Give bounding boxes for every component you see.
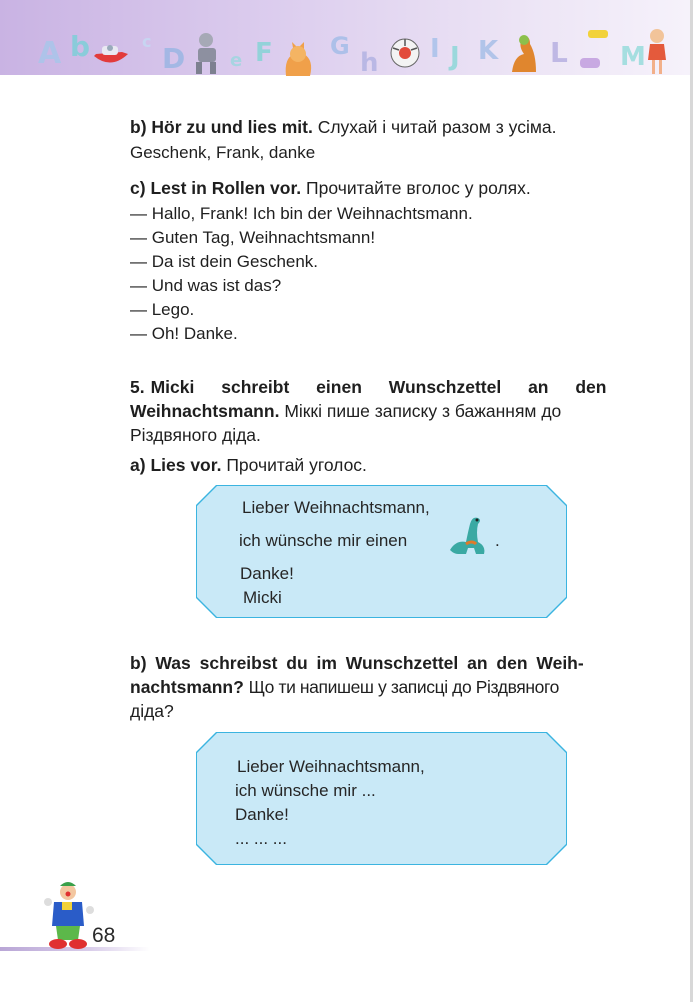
letter-k: K bbox=[478, 36, 499, 66]
exercise-5a-instruction bbox=[130, 453, 636, 477]
note-greeting: Lieber Weihnachtsmann, bbox=[242, 498, 430, 517]
letter-l: L bbox=[550, 36, 568, 69]
template-signature: ... ... ... bbox=[235, 829, 287, 848]
letter-m: M bbox=[620, 42, 646, 72]
exercise-5b-instruction-uk-line3: діда? bbox=[130, 701, 174, 721]
letter-e: e bbox=[230, 50, 243, 71]
exercise-4c-instruction-de: Lest in Rollen vor. bbox=[150, 178, 302, 198]
exercise-5b-instruction-line1 bbox=[130, 651, 636, 675]
alphabet-decoration bbox=[30, 28, 670, 80]
page-number: 68 bbox=[92, 924, 116, 947]
exercise-5b-instruction-line2 bbox=[130, 675, 636, 699]
note-wish-end: . bbox=[495, 531, 500, 550]
exercise-5-title-uk-line2: Міккі пише записку з бажанням до bbox=[284, 401, 562, 421]
dinosaur-toy-icon bbox=[508, 32, 540, 76]
letter-a: A bbox=[38, 36, 62, 71]
exercise-5-number: 5. bbox=[130, 377, 145, 397]
exercise-5-title-line1 bbox=[130, 375, 636, 399]
exercise-5b-instruction-de-line2: nachtsmann? bbox=[130, 677, 244, 697]
doll-icon bbox=[646, 28, 668, 76]
note-thanks: Danke! bbox=[240, 564, 294, 583]
puzzle-pieces-icon bbox=[578, 28, 612, 72]
exercise-4c bbox=[130, 176, 636, 346]
dinosaur-toy-icon bbox=[446, 512, 492, 558]
clown-mascot-icon bbox=[38, 880, 100, 952]
dialog-line: — Und was ist das? bbox=[130, 276, 282, 295]
exercise-5-title-de-line2: Weihnachtsmann. bbox=[130, 401, 280, 421]
letter-h: h bbox=[360, 48, 379, 78]
dialog-line: — Guten Tag, Weihnachtsmann! bbox=[130, 228, 376, 247]
exercise-5-title-line2 bbox=[130, 399, 636, 423]
exercise-5a-instruction-uk: Прочитай уголос. bbox=[226, 455, 367, 475]
letter-b: b bbox=[70, 30, 91, 63]
exercise-5b-instruction-de-line1: Was schreibst du im Wunschzettel an den Weih- bbox=[155, 653, 584, 673]
robot-toy-icon bbox=[192, 32, 224, 76]
kitten-icon bbox=[280, 36, 316, 78]
note-signature: Micki bbox=[243, 588, 282, 607]
exercise-5-title-uk-line3: Різдвяного діда. bbox=[130, 425, 261, 445]
dialog-lines bbox=[130, 202, 636, 346]
exercise-4b bbox=[130, 115, 636, 165]
letter-c: c bbox=[142, 32, 152, 51]
exercise-4c-instruction-uk: Прочитайте вголос у ролях. bbox=[306, 178, 531, 198]
exercise-4c-instruction bbox=[130, 176, 636, 200]
dialog-line: — Hallo, Frank! Ich bin der Weihnachtsmann. bbox=[130, 204, 473, 223]
letter-f: F bbox=[255, 38, 273, 68]
exercise-5-title bbox=[130, 375, 636, 477]
template-thanks: Danke! bbox=[235, 805, 289, 824]
letter-g: G bbox=[330, 32, 350, 60]
template-greeting: Lieber Weihnachtsmann, bbox=[237, 757, 425, 776]
boat-toy-icon bbox=[92, 42, 130, 68]
dialog-line: — Da ist dein Geschenk. bbox=[130, 252, 319, 271]
exercise-5b-instruction-uk-line2: Що ти напишеш у записці до Різдвяного bbox=[248, 677, 559, 697]
template-wish: ich wünsche mir ... bbox=[235, 781, 376, 800]
exercise-5-title-de-line1: Micki schreibt einen Wunschzettel an den bbox=[150, 377, 607, 397]
dialog-line: — Oh! Danke. bbox=[130, 324, 238, 343]
page-edge-divider bbox=[690, 0, 693, 1002]
exercise-4b-instruction bbox=[130, 115, 636, 139]
exercise-4b-instruction-uk: Слухай і читай разом з усіма. bbox=[317, 117, 557, 137]
exercise-4b-label: b) bbox=[130, 117, 147, 137]
letter-j: J bbox=[450, 42, 460, 72]
exercise-4c-label: c) bbox=[130, 178, 146, 198]
exercise-5a-label: a) bbox=[130, 455, 146, 475]
exercise-5b bbox=[130, 651, 636, 723]
ball-icon bbox=[390, 38, 420, 68]
exercise-4b-words: Geschenk, Frank, danke bbox=[130, 143, 316, 162]
letter-d: D bbox=[162, 42, 186, 75]
dialog-line: — Lego. bbox=[130, 300, 195, 319]
exercise-4b-instruction-de: Hör zu und lies mit. bbox=[151, 117, 313, 137]
note-wish: ich wünsche mir einen bbox=[239, 531, 408, 550]
letter-i: I bbox=[430, 34, 440, 64]
exercise-5a-instruction-de: Lies vor. bbox=[150, 455, 222, 475]
exercise-5b-label: b) bbox=[130, 653, 147, 673]
